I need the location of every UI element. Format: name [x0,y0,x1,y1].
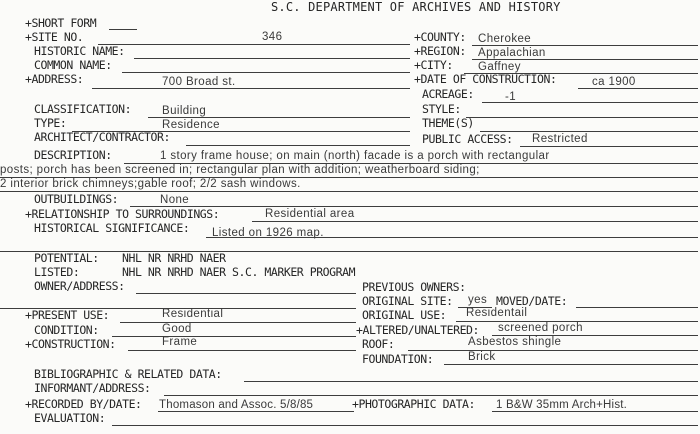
altered-label: +ALTERED/UNALTERED: [356,323,479,337]
bibliographic-label: BIBLIOGRAPHIC & RELATED DATA: [34,367,222,381]
potential-options: NHL NR NRHD NAER [122,251,226,265]
construction-label: +CONSTRUCTION: [25,337,116,351]
photographic-value: 1 B&W 35mm Arch+Hist. [496,399,628,411]
description-label: DESCRIPTION: [34,148,112,162]
condition-line [112,336,356,337]
roof-label: ROOF: [362,337,395,351]
informant-label: INFORMANT/ADDRESS: [34,381,151,395]
themes-label: THEME(S) [422,116,474,130]
original-site-value: yes [468,294,488,306]
previous-owners-label: PREVIOUS OWNERS: [362,280,466,294]
relationship-value: Residential area [265,208,355,220]
short-form-line [109,29,137,30]
type-value: Residence [162,119,220,131]
public-access-value: Restricted [532,133,588,145]
evaluation-line [112,425,698,426]
architect-label: ARCHITECT/CONTRACTOR: [34,130,170,144]
significance-value: Listed on 1926 map. [212,227,324,239]
roof-value: Asbestos shingle [468,336,562,348]
relationship-line [252,221,698,222]
common-name-line [122,72,410,73]
owner-address-line [136,293,356,294]
significance-rule-2 [0,251,698,252]
region-line [472,59,698,60]
acreage-label: ACREAGE: [422,87,474,101]
classification-line [148,117,410,118]
site-no-line [98,44,410,45]
county-value: Cherokee [478,33,532,45]
foundation-line [444,364,698,365]
region-label: +REGION: [414,44,466,58]
outbuildings-label: OUTBUILDINGS: [34,192,119,206]
construction-line [128,350,356,351]
public-access-line [520,146,698,147]
moved-date-line [576,307,698,308]
type-label: TYPE: [34,116,67,130]
date-of-construction-label: +DATE OF CONSTRUCTION: [414,72,557,86]
public-access-label: PUBLIC ACCESS: [422,132,513,146]
roof-line [408,350,698,351]
classification-value: Building [162,105,207,117]
present-use-label: +PRESENT USE: [25,308,110,322]
common-name-label: COMMON NAME: [34,58,112,72]
acreage-value: -1 [505,91,517,103]
themes-line [480,131,698,132]
address-line [92,88,410,89]
evaluation-label: EVALUATION: [34,411,106,425]
present-use-line [120,322,356,323]
relationship-label: +RELATIONSHIP TO SURROUNDINGS: [25,207,220,221]
architect-line [186,145,410,146]
owner-address-label: OWNER/ADDRESS: [34,279,125,293]
original-site-label: ORIGINAL SITE: [362,294,453,308]
condition-value: Good [162,323,192,335]
city-value: Gaffney [478,61,521,73]
significance-label: HISTORICAL SIGNIFICANCE: [34,221,190,235]
photographic-label: +PHOTOGRAPHIC DATA: [352,397,475,411]
condition-label: CONDITION: [34,323,99,337]
photographic-line [492,411,698,412]
present-use-value: Residential [162,308,224,320]
recorded-by-value: Thomason and Assoc. 5/8/85 [159,399,314,411]
site-no-value: 346 [262,31,283,43]
address-label: +ADDRESS: [25,72,84,86]
original-use-value: Residentail [466,307,528,319]
county-line [472,45,698,46]
potential-label: POTENTIAL: [34,251,99,265]
description-line-2: posts; porch has been screened in; rectangular plan with addition; weatherboard siding; [0,164,480,176]
listed-options: NHL NR NRHD NAER S.C. MARKER PROGRAM [122,265,356,279]
description-line-3: 2 interior brick chimneys;gable roof; 2/2 sash windows. [0,178,301,190]
historic-name-label: HISTORIC NAME: [34,44,125,58]
style-label: STYLE: [422,102,461,116]
significance-line [206,237,698,238]
date-of-construction-value: ca 1900 [592,76,636,88]
site-no-label: +SITE NO. [25,30,84,44]
region-value: Appalachian [478,47,546,59]
address-value: 700 Broad st. [162,76,236,88]
construction-value: Frame [162,336,198,348]
recorded-by-line [158,411,354,412]
altered-value: screened porch [498,322,583,334]
city-label: +CITY: [414,58,453,72]
description-line-1: 1 story frame house; on main (north) facade is a porch with rectangular [160,150,550,162]
historic-name-line [134,58,410,59]
county-label: +COUNTY: [414,30,466,44]
form-title: S.C. DEPARTMENT OF ARCHIVES AND HISTORY [271,0,561,14]
short-form-label: +SHORT FORM [25,16,97,30]
classification-label: CLASSIFICATION: [34,102,132,116]
date-of-construction-line [578,88,698,89]
recorded-by-label: +RECORDED BY/DATE: [25,397,142,411]
informant-line [164,395,698,396]
foundation-label: FOUNDATION: [362,352,434,366]
foundation-value: Brick [468,351,496,363]
moved-date-label: MOVED/DATE: [496,294,568,308]
acreage-line [482,102,698,103]
outbuildings-value: None [160,194,190,206]
original-use-label: ORIGINAL USE: [362,308,447,322]
style-line [466,117,698,118]
bibliographic-line [244,381,698,382]
listed-label: LISTED: [34,265,80,279]
